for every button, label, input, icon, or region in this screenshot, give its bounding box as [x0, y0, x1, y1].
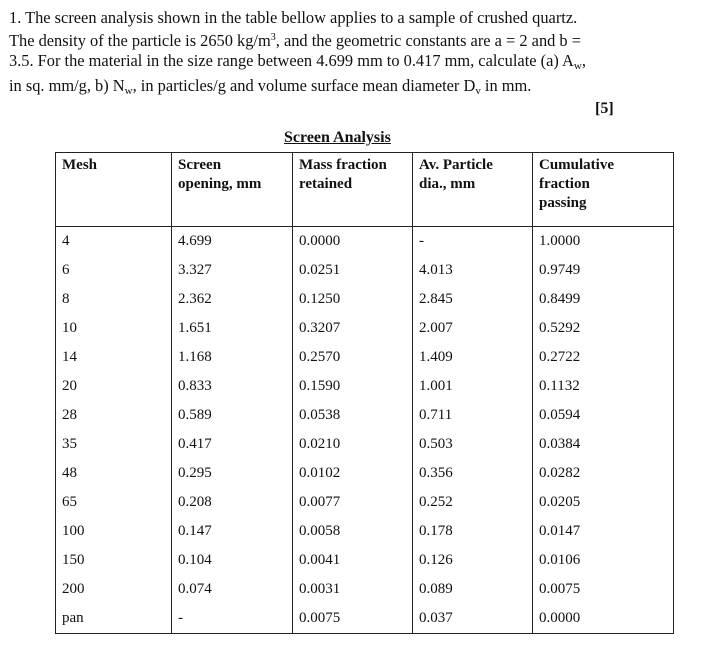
table-body — [56, 227, 674, 634]
cell-avg-particle-dia: 0.503 — [413, 430, 533, 459]
cell-screen-opening: 4.699 — [172, 227, 293, 257]
cell-mass-fraction: 0.1250 — [293, 285, 413, 314]
header-screen-opening-line: opening, mm — [178, 176, 262, 192]
table-row — [56, 401, 674, 430]
cell-mesh: 28 — [56, 401, 172, 430]
table-row — [56, 459, 674, 488]
question-line-3 — [9, 51, 715, 76]
table-row — [56, 575, 674, 604]
cell-cumulative-passing: 0.0075 — [533, 575, 674, 604]
cell-mass-fraction: 0.0058 — [293, 517, 413, 546]
cell-mesh: 10 — [56, 314, 172, 343]
cell-cumulative-passing: 0.0106 — [533, 546, 674, 575]
header-mass-fraction — [293, 153, 413, 227]
cell-avg-particle-dia: 0.711 — [413, 401, 533, 430]
cell-screen-opening: 3.327 — [172, 256, 293, 285]
table-row — [56, 256, 674, 285]
question-line-4-pre: in sq. mm/g, b) N — [9, 76, 125, 95]
cell-mass-fraction: 0.0041 — [293, 546, 413, 575]
cell-screen-opening: 2.362 — [172, 285, 293, 314]
header-mass-fraction-line: retained — [299, 176, 353, 192]
question-line-4-mid: , in particles/g and volume surface mean diameter D — [132, 76, 476, 95]
question-line-4-post: in mm. — [480, 76, 532, 95]
table-row — [56, 430, 674, 459]
header-mass-fraction-line: Mass fraction — [299, 157, 387, 173]
cell-mass-fraction: 0.3207 — [293, 314, 413, 343]
aw-subscript: w — [573, 60, 582, 72]
cell-mesh: 150 — [56, 546, 172, 575]
cell-avg-particle-dia: 2.007 — [413, 314, 533, 343]
table-row — [56, 546, 674, 575]
cell-avg-particle-dia: 2.845 — [413, 285, 533, 314]
cell-avg-particle-dia: 0.178 — [413, 517, 533, 546]
cell-screen-opening: - — [172, 604, 293, 634]
table-header-row — [56, 153, 674, 227]
question-line-1: 1. The screen analysis shown in the table bellow applies to a sample of crushed quartz. — [9, 8, 578, 27]
table-row — [56, 488, 674, 517]
question-line-2-pre: The density of the particle is 2650 kg/m — [9, 31, 271, 50]
cell-mesh: 20 — [56, 372, 172, 401]
cell-screen-opening: 0.147 — [172, 517, 293, 546]
cell-cumulative-passing: 0.2722 — [533, 343, 674, 372]
table-row — [56, 227, 674, 257]
cell-screen-opening: 1.651 — [172, 314, 293, 343]
cell-avg-particle-dia: 0.126 — [413, 546, 533, 575]
header-avg-particle-dia — [413, 153, 533, 227]
cell-mass-fraction: 0.0538 — [293, 401, 413, 430]
marks-label: [5] — [595, 100, 614, 117]
cell-avg-particle-dia: 4.013 — [413, 256, 533, 285]
cell-cumulative-passing: 0.0282 — [533, 459, 674, 488]
cell-mass-fraction: 0.0210 — [293, 430, 413, 459]
table-title: Screen Analysis — [284, 129, 391, 146]
header-cumulative-passing-line: Cumulative — [539, 157, 614, 173]
cell-screen-opening: 1.168 — [172, 343, 293, 372]
cell-mass-fraction: 0.0251 — [293, 256, 413, 285]
table-row — [56, 372, 674, 401]
header-cumulative-passing — [533, 153, 674, 227]
cell-avg-particle-dia: 0.356 — [413, 459, 533, 488]
cell-screen-opening: 0.104 — [172, 546, 293, 575]
cell-screen-opening: 0.295 — [172, 459, 293, 488]
cell-mesh: 35 — [56, 430, 172, 459]
cell-cumulative-passing: 0.0000 — [533, 604, 674, 634]
table-row — [56, 314, 674, 343]
cell-mass-fraction: 0.0077 — [293, 488, 413, 517]
screen-analysis-table — [55, 152, 674, 634]
table-row — [56, 604, 674, 634]
cell-mesh: 48 — [56, 459, 172, 488]
cell-mass-fraction: 0.1590 — [293, 372, 413, 401]
cell-cumulative-passing: 0.9749 — [533, 256, 674, 285]
cell-screen-opening: 0.074 — [172, 575, 293, 604]
cell-cumulative-passing: 0.8499 — [533, 285, 674, 314]
cubic-superscript: 3 — [270, 32, 276, 43]
cell-mesh: 100 — [56, 517, 172, 546]
cell-avg-particle-dia: - — [413, 227, 533, 257]
header-screen-opening-line: Screen — [178, 157, 222, 173]
cell-mesh: 14 — [56, 343, 172, 372]
header-mesh — [56, 153, 172, 227]
cell-mass-fraction: 0.2570 — [293, 343, 413, 372]
header-avg-particle-dia-line: dia., mm — [419, 176, 476, 192]
cell-mesh: 65 — [56, 488, 172, 517]
question-line-3-pre: 3.5. For the material in the size range between 4.699 mm to 0.417 mm, calculate (a) A — [9, 51, 574, 70]
cell-avg-particle-dia: 0.089 — [413, 575, 533, 604]
question-line-4 — [9, 76, 715, 101]
header-screen-opening — [172, 153, 293, 227]
cell-cumulative-passing: 0.5292 — [533, 314, 674, 343]
cell-screen-opening: 0.208 — [172, 488, 293, 517]
dv-subscript: v — [475, 85, 481, 97]
cell-mesh: 200 — [56, 575, 172, 604]
cell-cumulative-passing: 0.0205 — [533, 488, 674, 517]
question-text — [9, 8, 715, 101]
header-cumulative-passing-line: fraction — [539, 176, 590, 192]
cell-avg-particle-dia: 0.252 — [413, 488, 533, 517]
header-cumulative-passing-line: passing — [539, 195, 587, 211]
cell-mass-fraction: 0.0075 — [293, 604, 413, 634]
cell-avg-particle-dia: 1.409 — [413, 343, 533, 372]
cell-cumulative-passing: 0.0147 — [533, 517, 674, 546]
cell-cumulative-passing: 0.0384 — [533, 430, 674, 459]
cell-mesh: 6 — [56, 256, 172, 285]
cell-screen-opening: 0.589 — [172, 401, 293, 430]
cell-avg-particle-dia: 1.001 — [413, 372, 533, 401]
table-row — [56, 285, 674, 314]
question-line-3-post: , — [581, 51, 586, 70]
cell-cumulative-passing: 0.0594 — [533, 401, 674, 430]
header-avg-particle-dia-line: Av. Particle — [419, 157, 493, 173]
question-line-2 — [9, 28, 715, 51]
cell-cumulative-passing: 1.0000 — [533, 227, 674, 257]
question-line-2-post: , and the geometric constants are a = 2 and b = — [275, 31, 581, 50]
cell-mesh: 8 — [56, 285, 172, 314]
cell-cumulative-passing: 0.1132 — [533, 372, 674, 401]
cell-mesh: 4 — [56, 227, 172, 257]
table-row — [56, 343, 674, 372]
cell-mass-fraction: 0.0102 — [293, 459, 413, 488]
header-mesh-line: Mesh — [62, 157, 97, 173]
cell-avg-particle-dia: 0.037 — [413, 604, 533, 634]
cell-screen-opening: 0.417 — [172, 430, 293, 459]
nw-subscript: w — [124, 85, 133, 97]
cell-mass-fraction: 0.0031 — [293, 575, 413, 604]
cell-mass-fraction: 0.0000 — [293, 227, 413, 257]
cell-screen-opening: 0.833 — [172, 372, 293, 401]
cell-mesh: pan — [56, 604, 172, 634]
table-row — [56, 517, 674, 546]
